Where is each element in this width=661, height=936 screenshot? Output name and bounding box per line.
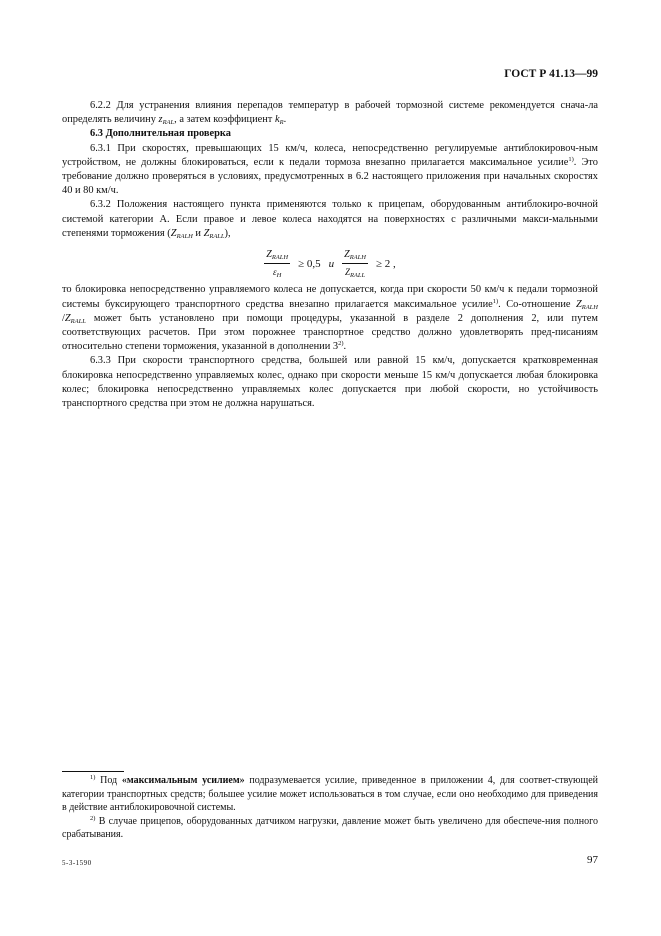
denominator	[273, 264, 281, 279]
symbol: ε	[273, 267, 277, 278]
subscript: RALH	[349, 254, 366, 262]
subscript: RAL	[162, 119, 175, 127]
text: . Со-отношение	[498, 298, 576, 310]
text: то блокировка непосредственно управляемого колеса не допускается, когда при скорости 50 км/ч к педали тормозной системы буксирующего транспортного средства внезапно прилагается максимальное усилие	[62, 284, 598, 310]
document-id: ГОСТ Р 41.13—99	[504, 68, 598, 80]
subscript: RALH	[271, 254, 289, 262]
paragraph-6-3-2	[62, 198, 598, 241]
symbol-k: k	[274, 114, 280, 126]
page-number: 97	[587, 854, 598, 866]
paragraph-6-2-2	[62, 99, 598, 127]
text: .	[283, 114, 287, 126]
paragraph-6-3-3: 6.3.3 При скорости транспортного средства, большей или равной 15 км/ч, допускается кратковременная блокировка непосредственно управляемых колес, однако при скорости меньше 15 км/ч допускается любая блокировка колес; блокировка непосредственно управляемых колес допускается при любой скорости, но устойчивость транспортного средства при этом не должна нарушаться.	[62, 355, 598, 410]
footnote-2	[62, 815, 598, 842]
text: 6.3.1 При скоростях, превышающих 15 км/ч, колеса, непосредственно регулируемые антиблокировоч-ным устройством, не должны блокироваться, если к педали тормоза внезапно прилагается максимальное усилие	[62, 142, 598, 168]
symbol: Z	[344, 267, 350, 278]
text: ),	[224, 227, 231, 239]
footnote-ref: 1)	[568, 155, 574, 163]
footnote-1	[62, 774, 598, 815]
section-heading-6-3: 6.3 Дополнительная проверка	[90, 128, 231, 140]
fraction-1	[264, 248, 290, 279]
subscript: RALL	[349, 272, 366, 280]
text: В случае прицепов, оборудованных датчиком нагрузки, давление может быть увеличено для обеспече-ния полного срабатывания.	[62, 815, 598, 840]
subscript: RALH	[176, 232, 193, 240]
text: 6.2.2 Для устранения влияния перепадов температур в рабочей тормозной системе рекомендуется снача-ла определять величину	[62, 100, 598, 126]
symbol-z: Z	[575, 298, 582, 310]
print-code: 5-3-1590	[62, 859, 92, 867]
text: /	[62, 312, 65, 324]
symbol-z: z	[158, 114, 163, 126]
paragraph-6-3-2-cont	[62, 283, 598, 354]
text: и	[192, 227, 204, 239]
numerator	[264, 248, 290, 264]
symbol-z: Z	[170, 227, 177, 239]
text: . Это требование должно проверяться в условиях, предусмотренных в 6.2 настоящего приложения при начальных скоростях 40 и 80 км/ч.	[62, 156, 599, 197]
text: , а затем коэффициент	[174, 114, 275, 126]
numerator	[342, 248, 368, 264]
symbol-z: Z	[203, 227, 210, 239]
footnote-mark: 2)	[90, 814, 96, 822]
conjunction: и	[328, 257, 335, 270]
text: подразумевается усилие, приведенное в приложении 4, для соответ-ствующей категории транспортных средств; большее усилие может использоваться в том случае, если оно необходимо для приведения в действие антиблокировочной системы.	[62, 775, 598, 813]
footnote-ref: 1)	[492, 297, 499, 305]
denominator	[345, 264, 365, 279]
symbol-z: Z	[64, 312, 71, 324]
paragraph-6-3-1	[62, 142, 598, 199]
fraction-2	[342, 248, 368, 279]
relation-1: ≥ 0,5	[298, 257, 321, 270]
subscript: RALL	[70, 317, 86, 325]
emphasis: «максимальным усилием»	[121, 775, 245, 786]
footnote-divider	[62, 771, 124, 772]
text: может быть установлено при помощи процедуры, указанной в разделе 2 дополнения 2, или путем соответствующих расчетов. При этом порожнее транспортное средство должно удовлетворять пред-писаниям относительно степени торможения, указанной в дополнении 3	[62, 312, 598, 353]
footnote-ref: 2)	[338, 340, 344, 348]
text: Под	[95, 775, 122, 786]
subscript: H	[276, 272, 282, 280]
subscript: RALH	[581, 303, 598, 311]
footnotes	[62, 774, 598, 842]
symbol: Z	[344, 249, 350, 261]
main-content	[62, 99, 598, 411]
text: .	[343, 341, 347, 353]
formula	[62, 248, 598, 279]
symbol: Z	[266, 249, 272, 261]
subscript: RALL	[209, 232, 225, 240]
footnote-mark: 1)	[90, 774, 96, 781]
text: 6.3.2 Положения настоящего пункта применяются только к прицепам, оборудованным антиблокиро-вочной системой категории А. Если правое и левое колеса находятся на поверхностях с различными макси-мальными степенями торможения (	[62, 199, 598, 239]
subscript: R	[279, 119, 284, 127]
relation-2: ≥ 2 ,	[375, 257, 396, 270]
